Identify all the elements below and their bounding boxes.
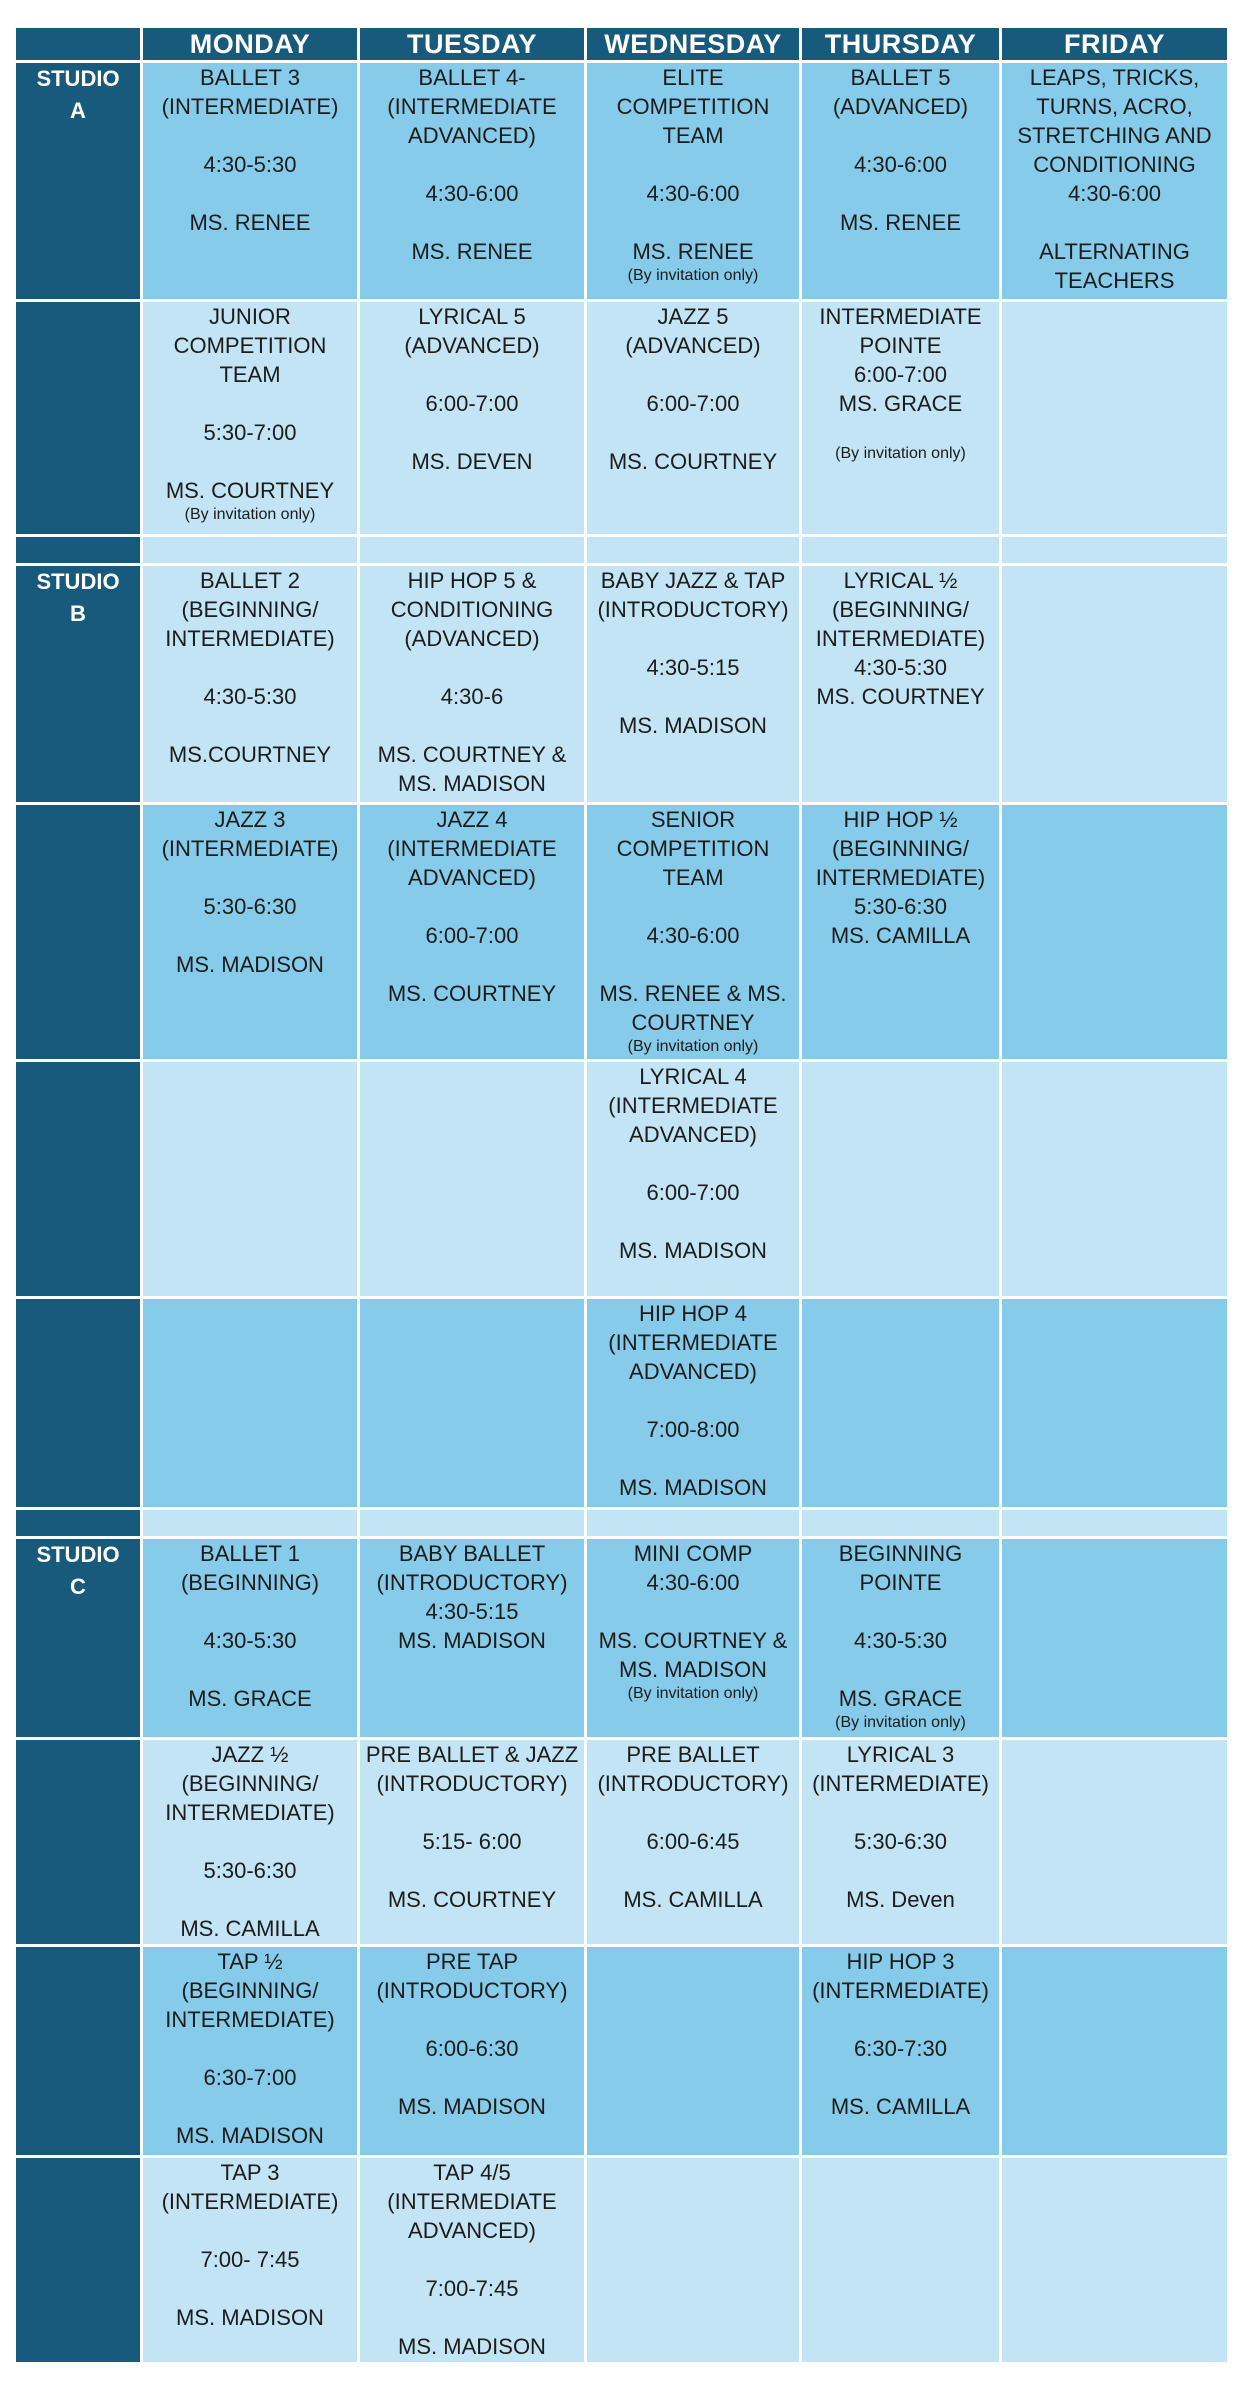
studio-b-continued xyxy=(16,1299,140,1507)
class-teacher: MS. RENEE xyxy=(632,239,754,264)
class-cell xyxy=(143,2158,357,2362)
class-time: 6:30-7:00 xyxy=(203,2065,297,2090)
class-teacher: MS. MADISON xyxy=(398,2334,546,2359)
spacer-cell xyxy=(802,537,999,563)
class-teacher: MS. CAMILLA xyxy=(623,1887,763,1912)
class-time: 7:00-7:45 xyxy=(425,2276,519,2301)
spacer-cell xyxy=(1002,537,1227,563)
empty-cell xyxy=(1002,2158,1227,2362)
class-teacher: MS. RENEE xyxy=(839,210,962,235)
empty-cell xyxy=(1002,1299,1227,1507)
empty-cell xyxy=(1002,1539,1227,1737)
class-time: 6:00-6:30 xyxy=(425,2036,519,2061)
spacer-cell xyxy=(1002,1510,1227,1536)
header-corner xyxy=(16,28,140,60)
class-time: 4:30-6:00 xyxy=(646,181,740,206)
class-schedule-table xyxy=(16,28,1228,2368)
studio-b-name: STUDIO B xyxy=(36,569,120,626)
class-time: 5:30-6:30 xyxy=(203,894,297,919)
class-title: INTERMEDIATE POINTE xyxy=(819,304,982,358)
invitation-note: (By invitation only) xyxy=(627,1038,759,1055)
class-cell xyxy=(143,1740,357,1944)
class-title: LEAPS, TRICKS, TURNS, ACRO, STRETCHING AND CONDITIONING xyxy=(1017,65,1212,177)
class-teacher: MS. GRACE xyxy=(838,1686,963,1711)
studio-b-label xyxy=(16,566,140,802)
class-teacher: MS. CAMILLA xyxy=(830,923,971,948)
class-time: 6:00-7:00 xyxy=(425,923,519,948)
class-teacher: MS. MADISON xyxy=(176,2123,324,2148)
class-teacher: MS. MADISON xyxy=(176,952,324,977)
class-time: 6:00-7:00 xyxy=(646,1180,740,1205)
class-teacher: MS. GRACE xyxy=(838,391,963,416)
class-cell xyxy=(802,805,999,1059)
class-teacher: MS. COURTNEY xyxy=(608,449,778,474)
header-monday: MONDAY xyxy=(143,28,357,60)
class-title: PRE TAP (INTRODUCTORY) xyxy=(376,1949,568,2003)
class-title: JAZZ ½ (BEGINNING/ INTERMEDIATE) xyxy=(165,1742,335,1825)
class-teacher: ALTERNATING TEACHERS xyxy=(1039,239,1190,293)
class-title: LYRICAL 5 (ADVANCED) xyxy=(404,304,540,358)
class-teacher: MS. COURTNEY & MS. MADISON xyxy=(598,1628,788,1682)
studio-a-label xyxy=(16,63,140,299)
class-teacher: MS. COURTNEY xyxy=(165,478,335,503)
class-time: 4:30-5:30 xyxy=(203,152,297,177)
empty-cell xyxy=(143,1299,357,1507)
class-title: HIP HOP 3 (INTERMEDIATE) xyxy=(812,1949,989,2003)
studio-c-continued xyxy=(16,2158,140,2362)
class-teacher: MS. COURTNEY xyxy=(387,1887,557,1912)
class-teacher: MS. MADISON xyxy=(619,1475,767,1500)
class-teacher: MS. CAMILLA xyxy=(830,2094,971,2119)
class-cell xyxy=(587,63,799,299)
class-title: MINI COMP xyxy=(633,1541,753,1566)
class-cell xyxy=(802,1740,999,1944)
class-time: 5:15- 6:00 xyxy=(422,1829,522,1854)
class-time: 4:30-5:15 xyxy=(425,1599,519,1624)
class-time: 7:00-8:00 xyxy=(646,1417,740,1442)
class-cell xyxy=(143,1947,357,2155)
empty-cell xyxy=(587,2158,799,2362)
empty-cell xyxy=(802,1062,999,1296)
header-wednesday: WEDNESDAY xyxy=(587,28,799,60)
studio-c-label xyxy=(16,1539,140,1737)
class-cell xyxy=(587,566,799,802)
class-time: 5:30-6:30 xyxy=(203,1858,297,1883)
class-teacher: MS. MADISON xyxy=(619,1238,767,1263)
studio-c-continued xyxy=(16,1740,140,1944)
class-time: 7:00- 7:45 xyxy=(200,2247,300,2272)
invitation-note: (By invitation only) xyxy=(835,1714,966,1731)
class-time: 4:30-6:00 xyxy=(646,1570,740,1595)
spacer-cell xyxy=(143,1510,357,1536)
class-title: BALLET 2 (BEGINNING/ INTERMEDIATE) xyxy=(165,568,335,651)
studio-a-name: STUDIO A xyxy=(36,66,120,123)
class-cell xyxy=(587,302,799,534)
class-title: BALLET 4- (INTERMEDIATE ADVANCED) xyxy=(387,65,557,148)
class-title: ELITE COMPETITION TEAM xyxy=(616,65,770,148)
class-title: BALLET 1 (BEGINNING) xyxy=(180,1541,320,1595)
class-title: JAZZ 4 (INTERMEDIATE ADVANCED) xyxy=(387,807,557,890)
class-cell xyxy=(360,1947,584,2155)
class-time: 4:30-5:30 xyxy=(203,1628,297,1653)
class-cell xyxy=(1002,63,1227,299)
studio-b-continued xyxy=(16,805,140,1059)
class-cell xyxy=(360,805,584,1059)
class-cell xyxy=(587,1062,799,1296)
empty-cell xyxy=(587,1947,799,2155)
class-cell xyxy=(360,2158,584,2362)
empty-cell xyxy=(802,1299,999,1507)
header-friday: FRIDAY xyxy=(1002,28,1227,60)
class-time: 4:30-6:00 xyxy=(425,181,519,206)
empty-cell xyxy=(143,1062,357,1296)
class-title: JAZZ 3 (INTERMEDIATE) xyxy=(161,807,339,861)
class-time: 4:30-6:00 xyxy=(854,152,947,177)
class-cell xyxy=(587,1539,799,1737)
class-cell xyxy=(143,63,357,299)
empty-cell xyxy=(1002,1947,1227,2155)
empty-cell xyxy=(1002,1062,1227,1296)
header-thursday: THURSDAY xyxy=(802,28,999,60)
class-title: HIP HOP ½ (BEGINNING/ INTERMEDIATE) xyxy=(815,807,986,890)
class-time: 6:00-7:00 xyxy=(425,391,519,416)
class-cell xyxy=(802,1539,999,1737)
spacer-label xyxy=(16,537,140,563)
class-time: 4:30-6:00 xyxy=(646,923,740,948)
class-teacher: MS. RENEE xyxy=(189,210,311,235)
spacer-cell xyxy=(360,537,584,563)
class-time: 6:00-6:45 xyxy=(646,1829,740,1854)
class-cell xyxy=(143,566,357,802)
class-teacher: MS. MADISON xyxy=(398,1628,546,1653)
class-time: 4:30-5:30 xyxy=(854,1628,947,1653)
class-teacher: MS.COURTNEY xyxy=(168,742,332,767)
class-cell xyxy=(802,302,999,534)
class-cell xyxy=(143,1539,357,1737)
class-teacher: MS. DEVEN xyxy=(411,449,533,474)
class-cell xyxy=(587,1299,799,1507)
spacer-label xyxy=(16,1510,140,1536)
invitation-note: (By invitation only) xyxy=(184,506,316,523)
class-time: 5:30-6:30 xyxy=(854,894,947,919)
class-cell xyxy=(802,566,999,802)
class-title: HIP HOP 5 & CONDITIONING (ADVANCED) xyxy=(390,568,554,651)
studio-c-continued xyxy=(16,1947,140,2155)
class-title: PRE BALLET & JAZZ (INTRODUCTORY) xyxy=(365,1742,579,1796)
class-time: 6:00-7:00 xyxy=(646,391,740,416)
empty-cell xyxy=(1002,566,1227,802)
spacer-cell xyxy=(587,537,799,563)
class-title: PRE BALLET (INTRODUCTORY) xyxy=(597,1742,789,1796)
class-title: JAZZ 5 (ADVANCED) xyxy=(625,304,761,358)
class-cell xyxy=(360,566,584,802)
class-time: 4:30-5:30 xyxy=(203,684,297,709)
class-title: TAP 3 (INTERMEDIATE) xyxy=(161,2160,339,2214)
class-teacher: MS. MADISON xyxy=(619,713,767,738)
class-teacher: MS. Deven xyxy=(846,1887,955,1912)
class-title: HIP HOP 4 (INTERMEDIATE ADVANCED) xyxy=(608,1301,778,1384)
spacer-cell xyxy=(143,537,357,563)
class-time: 6:30-7:30 xyxy=(854,2036,947,2061)
invitation-note: (By invitation only) xyxy=(835,445,966,462)
studio-b-continued xyxy=(16,1062,140,1296)
empty-cell xyxy=(1002,1740,1227,1944)
invitation-note: (By invitation only) xyxy=(627,267,759,284)
class-time: 4:30-5:30 xyxy=(854,655,947,680)
header-tuesday: TUESDAY xyxy=(360,28,584,60)
class-cell xyxy=(360,63,584,299)
class-cell xyxy=(360,1740,584,1944)
spacer-cell xyxy=(587,1510,799,1536)
class-teacher: MS. COURTNEY xyxy=(387,981,557,1006)
class-cell xyxy=(360,1539,584,1737)
class-title: JUNIOR COMPETITION TEAM xyxy=(173,304,327,387)
class-title: BEGINNING POINTE xyxy=(838,1541,963,1595)
class-time: 5:30-6:30 xyxy=(854,1829,947,1854)
class-title: LYRICAL ½ (BEGINNING/ INTERMEDIATE) xyxy=(815,568,986,651)
class-teacher: MS. GRACE xyxy=(188,1686,312,1711)
class-title: BALLET 3 (INTERMEDIATE) xyxy=(161,65,339,119)
class-title: TAP 4/5 (INTERMEDIATE ADVANCED) xyxy=(387,2160,557,2243)
class-title: LYRICAL 4 (INTERMEDIATE ADVANCED) xyxy=(608,1064,778,1147)
empty-cell xyxy=(360,1062,584,1296)
class-time: 6:00-7:00 xyxy=(854,362,947,387)
empty-cell xyxy=(360,1299,584,1507)
class-time: 4:30-5:15 xyxy=(646,655,740,680)
class-time: 4:30-6 xyxy=(440,684,504,709)
class-teacher: MS. CAMILLA xyxy=(180,1916,320,1941)
class-title: SENIOR COMPETITION TEAM xyxy=(616,807,770,890)
class-teacher: MS. RENEE & MS. COURTNEY xyxy=(599,981,787,1035)
class-title: BABY BALLET (INTRODUCTORY) xyxy=(376,1541,568,1595)
empty-cell xyxy=(1002,805,1227,1059)
class-teacher: MS. MADISON xyxy=(398,2094,546,2119)
studio-c-name: STUDIO C xyxy=(36,1542,120,1599)
class-time: 4:30-6:00 xyxy=(1068,181,1161,206)
spacer-cell xyxy=(360,1510,584,1536)
class-teacher: MS. COURTNEY xyxy=(816,684,985,709)
class-title: LYRICAL 3 (INTERMEDIATE) xyxy=(812,1742,989,1796)
class-time: 5:30-7:00 xyxy=(203,420,297,445)
class-title: BABY JAZZ & TAP (INTRODUCTORY) xyxy=(597,568,789,622)
class-title: BALLET 5 (ADVANCED) xyxy=(832,65,969,119)
invitation-note: (By invitation only) xyxy=(627,1685,759,1702)
class-cell xyxy=(143,805,357,1059)
class-cell xyxy=(587,1740,799,1944)
class-cell xyxy=(802,1947,999,2155)
class-cell xyxy=(143,302,357,534)
spacer-cell xyxy=(802,1510,999,1536)
class-cell xyxy=(587,805,799,1059)
studio-a-continued xyxy=(16,302,140,534)
empty-cell xyxy=(802,2158,999,2362)
class-teacher: MS. RENEE xyxy=(411,239,533,264)
empty-cell xyxy=(1002,302,1227,534)
class-cell xyxy=(360,302,584,534)
class-cell xyxy=(802,63,999,299)
class-teacher: MS. MADISON xyxy=(176,2305,324,2330)
class-title: TAP ½ (BEGINNING/ INTERMEDIATE) xyxy=(165,1949,335,2032)
class-teacher: MS. COURTNEY & MS. MADISON xyxy=(377,742,567,796)
